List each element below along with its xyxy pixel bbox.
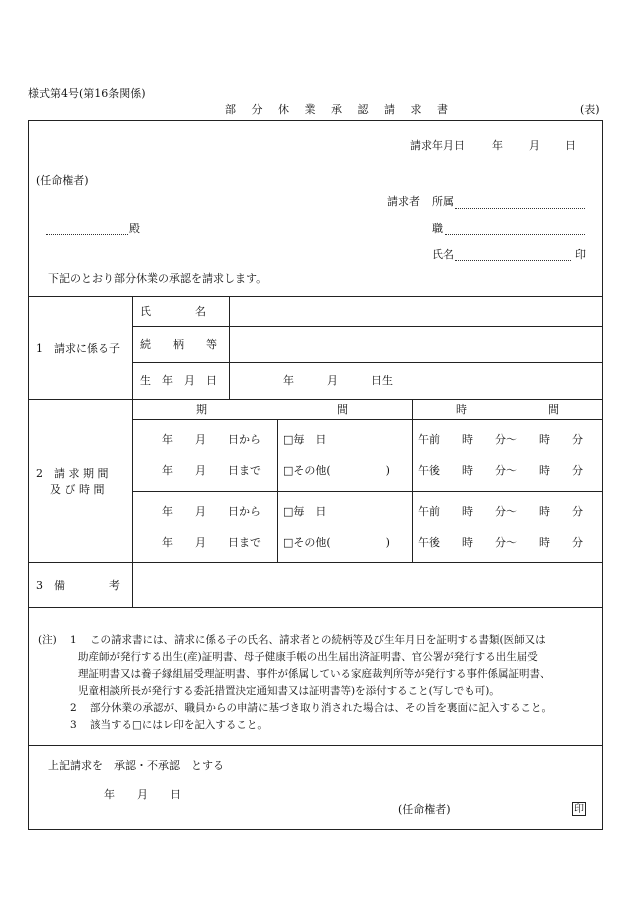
addressee-input-line[interactable] <box>46 234 128 235</box>
note2-line1: 部分休業の承認が、職員からの申請に基づき取り消された場合は、その旨を裏面に記入すること。 <box>90 702 552 714</box>
period2-am-time: 午前 時 分～ 時 分 <box>418 505 583 518</box>
period1-other-checkbox[interactable]: □その他( ) <box>283 464 390 477</box>
note3-number: 3 <box>70 719 77 731</box>
request-year: 年 <box>492 139 503 152</box>
decision-seal: 印 <box>574 804 584 815</box>
child-birth-value: 年 月 日生 <box>283 374 393 387</box>
child-label-divider <box>132 296 133 399</box>
note1-line2: 助産師が発行する出生(産)証明書、母子健康手帳の出生届出済証明書、官公署が発行する出生届受 <box>78 651 538 663</box>
decision-date: 年 月 日 <box>104 788 181 801</box>
remarks-label: 3 備 考 <box>36 579 120 592</box>
period-header-line <box>132 419 603 420</box>
name-label: 氏名 <box>432 248 454 261</box>
form-title: 部 分 休 業 承 認 請 求 書 <box>225 103 454 116</box>
request-month: 月 <box>529 139 540 152</box>
period1-date-from: 年 月 日から <box>162 433 261 446</box>
period2-date-from: 年 月 日から <box>162 505 261 518</box>
remarks-bottom-line <box>28 607 603 608</box>
dept-input-line[interactable] <box>455 208 585 209</box>
period-time-divider <box>412 399 413 562</box>
period2-other-checkbox[interactable]: □その他( ) <box>283 536 390 549</box>
period-col-header-a: 期 <box>196 403 207 416</box>
period1-every-day-checkbox[interactable]: □毎 日 <box>283 433 327 446</box>
period2-every-day-checkbox[interactable]: □毎 日 <box>283 505 327 518</box>
period-section-label-2: 及 び 時 間 <box>50 483 105 496</box>
period1-am-time: 午前 時 分～ 時 分 <box>418 433 583 446</box>
period2-date-to: 年 月 日まで <box>162 536 261 549</box>
child-name-label: 氏 名 <box>140 305 206 318</box>
notes-block <box>38 632 598 734</box>
request-date-label: 請求年月日 <box>410 139 465 152</box>
addressee-suffix: 殿 <box>129 222 140 235</box>
child-section-label: 1 請求に係る子 <box>36 342 120 355</box>
request-statement: 下記のとおり部分休業の承認を請求します。 <box>48 272 268 285</box>
note1-line1: この請求書には、請求に係る子の氏名、請求者との続柄等及び生年月日を証明する書類(医師又は <box>90 634 546 646</box>
period-block-line <box>132 491 603 492</box>
time-col-header-b: 間 <box>548 403 559 416</box>
child-relation-label: 続 柄 等 <box>140 338 217 351</box>
period1-pm-time: 午後 時 分～ 時 分 <box>418 464 583 477</box>
note1-number: 1 <box>70 634 77 646</box>
period-section-label-1: 2 請 求 期 間 <box>36 467 109 480</box>
form-number: 様式第4号(第16条関係) <box>28 87 146 100</box>
authority-label: (任命権者) <box>36 174 89 187</box>
note3-line1: 該当する□にはレ印を記入すること。 <box>90 719 268 731</box>
child-birth-label: 生 年 月 日 <box>140 374 217 387</box>
period1-date-to: 年 月 日まで <box>162 464 261 477</box>
child-row-line-1 <box>132 326 603 327</box>
requester-label: 請求者 <box>387 195 420 208</box>
period-top-line <box>28 399 603 400</box>
period-label-divider <box>132 399 133 562</box>
position-input-line[interactable] <box>445 234 585 235</box>
child-row-line-2 <box>132 362 603 363</box>
name-input-line[interactable] <box>455 260 571 261</box>
note1-line4: 児童相談所長が発行する委託措置決定通知書又は証明書等)を添付すること(写しでも可)。 <box>78 685 500 697</box>
decision-statement: 上記請求を 承認・不承認 とする <box>48 759 224 772</box>
side-label: (表) <box>580 103 600 116</box>
decision-top-line <box>28 745 603 746</box>
position-label: 職 <box>432 222 443 235</box>
dept-label: 所属 <box>432 195 454 208</box>
request-day: 日 <box>565 139 576 152</box>
period2-pm-time: 午後 時 分～ 時 分 <box>418 536 583 549</box>
note2-number: 2 <box>70 702 77 714</box>
remarks-divider <box>132 562 133 607</box>
notes-prefix: (注) <box>38 634 57 646</box>
period-col-header-b: 間 <box>337 403 348 416</box>
decision-authority: (任命権者) <box>398 803 451 816</box>
time-col-header-a: 時 <box>456 403 467 416</box>
child-top-line <box>28 296 603 297</box>
remarks-top-line <box>28 562 603 563</box>
note1-line3: 理証明書又は養子縁組届受理証明書、事件が係属している家庭裁判所等が発行する事件係属証明書、 <box>78 668 551 680</box>
name-seal: 印 <box>575 248 586 261</box>
child-field-divider <box>229 296 230 399</box>
